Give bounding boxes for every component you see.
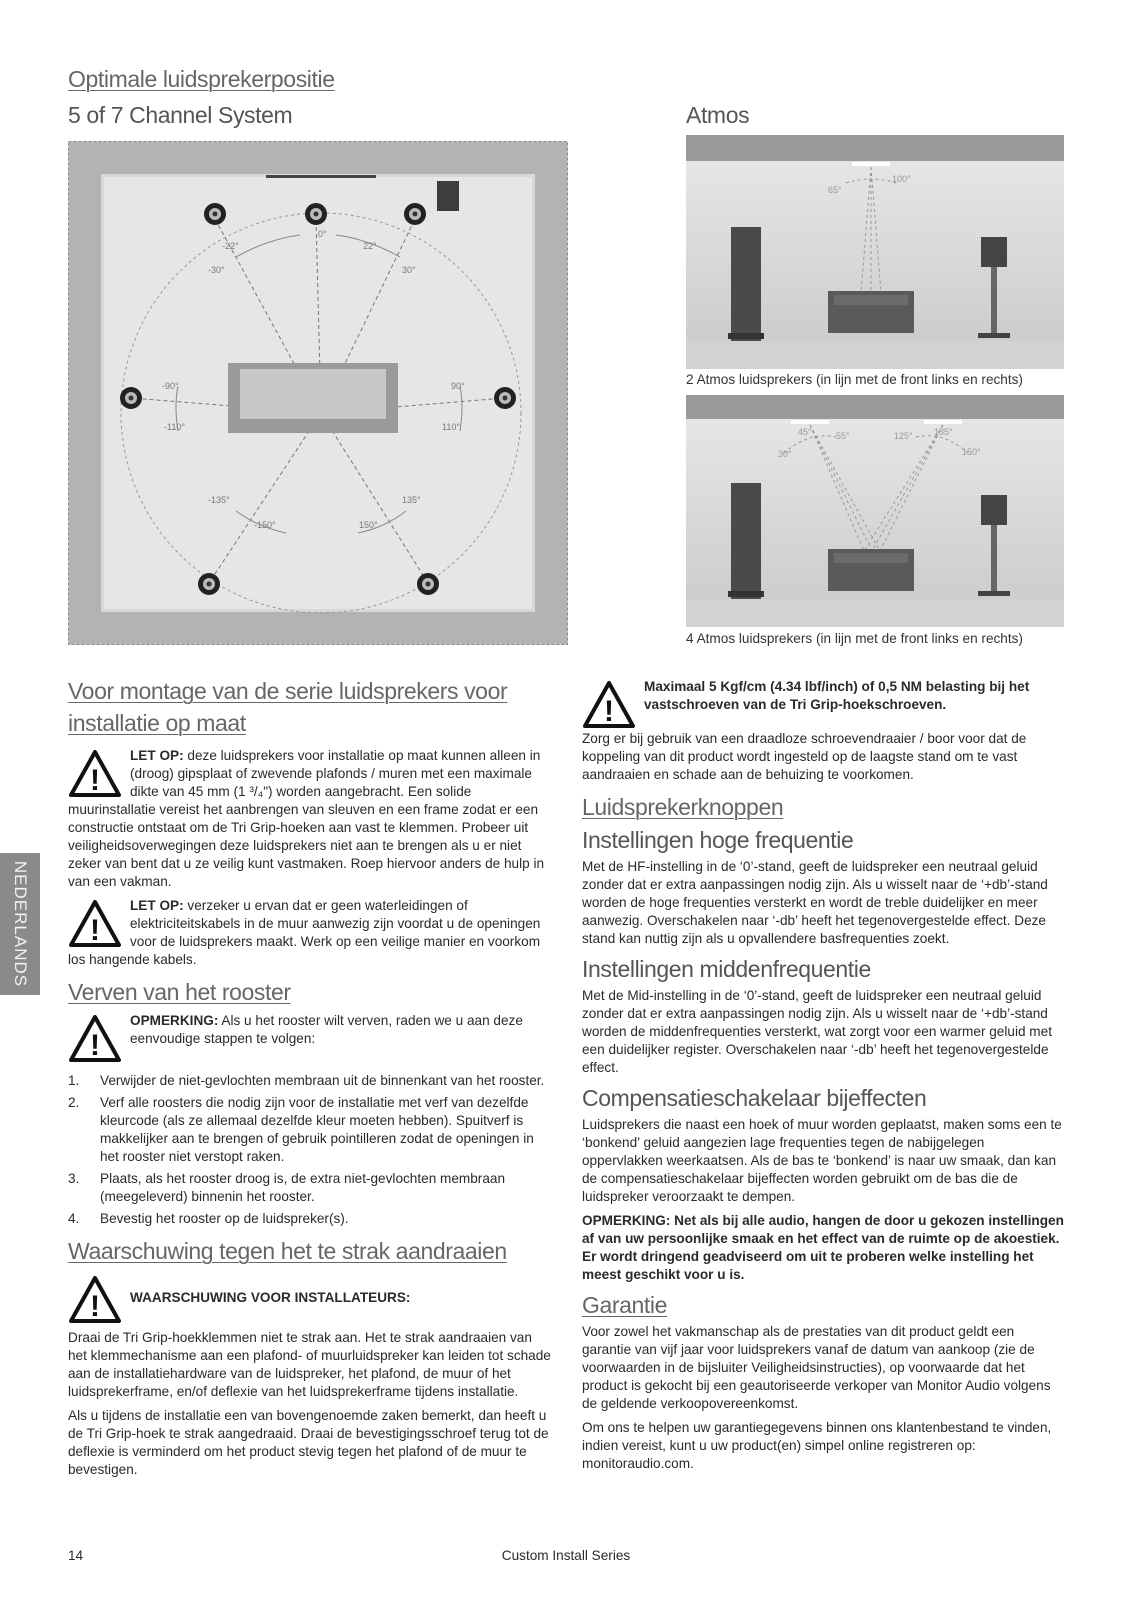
hf-paragraph: Met de HF-instelling in de ‘0’-stand, geeft de luidspreker een neutraal geluid zonder dat er extra aanpassingen nodig zijn. Als u wisselt naar de ‘+db’-stand worden de hoge frequenties versterkt en wordt de treble duidelijker en meer aanwezig. Overschakelen naar ‘-db’ heeft het tegenovergestelde effect. Deze stand kan nuttig zijn als u opvallendere basfrequenties zoekt. bbox=[582, 859, 1048, 946]
angle-135: 135° bbox=[402, 495, 421, 505]
svg-text:!: ! bbox=[604, 695, 614, 728]
atmos-subtitle: Atmos bbox=[686, 102, 750, 128]
hf-title: Instellingen hoge frequentie bbox=[582, 827, 854, 853]
warning-icon bbox=[68, 749, 122, 799]
language-tab bbox=[0, 853, 40, 995]
atmos2-angle-a: 30° bbox=[778, 449, 792, 459]
language-tab-label: NEDERLANDS bbox=[11, 860, 30, 988]
list-item: 3. Plaats, als het rooster droog is, de extra niet-gevlochten membraan (meegeleverd) binnenin het rooster. bbox=[68, 1171, 506, 1204]
speaker-front-left bbox=[204, 203, 226, 225]
installer-warning bbox=[68, 1273, 553, 1325]
warning-icon bbox=[68, 1275, 122, 1325]
speaker-side-right bbox=[494, 387, 516, 409]
angle-90: 90° bbox=[451, 381, 465, 391]
warranty-paragraph-1: Voor zowel het vakmanschap als de prestaties van dit product geldt een garantie van vijf jaar voor luidsprekers vanaf de datum van aankoop (zie de voorwaarden in de bijsluiter Veiligheidsinstructies), op voorwaarde dat het product is gekocht bij een geautoriseerde verkoper van Monitor Audio volgens de geldende verkoopovereenkomst. bbox=[582, 1324, 1051, 1411]
mounting-note-2 bbox=[68, 897, 553, 969]
angle-neg30: -30° bbox=[208, 265, 225, 275]
angle-neg150: -150° bbox=[254, 520, 276, 530]
note1-label: LET OP: bbox=[130, 748, 184, 763]
atmos1-caption: 2 Atmos luidsprekers (in lijn met de front links en rechts) bbox=[686, 372, 1023, 387]
angle-30: 30° bbox=[402, 265, 416, 275]
list-item: 1. Verwijder de niet-gevlochten membraan uit de binnenkant van het rooster. bbox=[68, 1073, 545, 1088]
page-title: Optimale luidsprekerpositie bbox=[68, 66, 335, 92]
atmos-4-speakers-diagram bbox=[686, 395, 1064, 627]
atmos2-angle-e: 135° bbox=[934, 427, 953, 437]
overtighten-paragraph-2: Als u tijdens de installatie een van bovengenoemde zaken bemerkt, dan heeft u de Tri Grip-hoek te strak aangedraaid. Draai de bevestigingsschroef terug tot de deflexie is verminderd om het product stevig tegen het plafond of de muur te bevestigen. bbox=[68, 1408, 549, 1477]
compensation-note: OPMERKING: Net als bij alle audio, hangen de door u gekozen instellingen af van uw persoonlijke smaak en het effect van de ruimte op de akoestiek. Er wordt dringend geadviseerd om uit te proberen welke instelling het meest geschikt voor u is. bbox=[582, 1213, 1064, 1282]
left-column bbox=[68, 678, 553, 1479]
paint-steps-list bbox=[68, 1072, 553, 1228]
angle-150: 150° bbox=[359, 520, 378, 530]
svg-text:!: ! bbox=[90, 914, 100, 947]
mid-title: Instellingen middenfrequentie bbox=[582, 956, 871, 982]
atmos2-angle-c: 55° bbox=[836, 431, 850, 441]
warning-icon bbox=[68, 1014, 122, 1064]
speaker-rear-right bbox=[417, 573, 439, 595]
system-subtitle: 5 of 7 Channel System bbox=[68, 102, 293, 128]
knobs-title: Luidsprekerknoppen bbox=[582, 794, 784, 820]
speaker-front-right bbox=[404, 203, 426, 225]
warning-icon bbox=[582, 680, 636, 730]
atmos-2-speakers-diagram bbox=[686, 135, 1064, 369]
paint-note bbox=[68, 1012, 553, 1064]
speaker-center bbox=[305, 203, 327, 225]
svg-text:!: ! bbox=[90, 1290, 100, 1323]
note2-label: LET OP: bbox=[130, 898, 184, 913]
compensation-title: Compensatieschakelaar bijeffecten bbox=[582, 1085, 927, 1111]
paint-grille-title: Verven van het rooster bbox=[68, 979, 291, 1005]
footer-series: Custom Install Series bbox=[501, 1548, 631, 1563]
warranty-paragraph-2: Om ons te helpen uw garantiegegevens binnen ons klantenbestand te vinden, indien vereist, kunt u uw product(en) simpel online registreren op: monitoraudio.com. bbox=[582, 1420, 1052, 1471]
list-item: 2. Verf alle roosters die nodig zijn voor de installatie met verf van dezelfde kleurcode (als ze allemaal dezelfde kleur moeten hebben). Spuitverf is makkelijker aan te brengen of gebruik pointilleren zodat de openingen in het rooster niet verstopt raken. bbox=[68, 1095, 534, 1164]
max-load-text: Maximaal 5 Kgf/cm (4.34 lbf/inch) of 0,5 NM belasting bij het vastschroeven van de Tri Grip-hoekschroeven. bbox=[644, 679, 1030, 712]
angle-neg22: -22° bbox=[222, 241, 239, 251]
atmos1-angle-b: 100° bbox=[892, 174, 911, 184]
right-column bbox=[582, 678, 1067, 1473]
angle-22: 22° bbox=[363, 241, 377, 251]
room-layout-diagram bbox=[68, 141, 568, 645]
note2-text: verzeker u ervan dat er geen waterleidingen of elektriciteitskabels in de muur aanwezig zijn voordat u de openingen voor de luidsprekers maakt. Werk op een veilige manier en voorkom los hangende kabels. bbox=[68, 898, 541, 967]
atmos2-angle-d: 125° bbox=[894, 431, 913, 441]
warranty-title: Garantie bbox=[582, 1292, 668, 1318]
atmos2-caption: 4 Atmos luidsprekers (in lijn met de front links en rechts) bbox=[686, 631, 1023, 646]
paint-note-label: OPMERKING: bbox=[130, 1013, 219, 1028]
installer-warning-text: WAARSCHUWING VOOR INSTALLATEURS: bbox=[130, 1290, 411, 1305]
speaker-rear-left bbox=[198, 573, 220, 595]
mid-paragraph: Met de Mid-instelling in de ‘0’-stand, geeft de luidspreker een neutraal geluid zonder dat er extra aanpassingen nodig zijn. Als u wisselt naar de ‘+db’-stand worden de middenfrequenties versterkt, wat zorgt voor een warmer geluid met een duidelijker register. Overschakelen naar ‘-db’ heeft het tegenovergestelde effect. bbox=[582, 988, 1052, 1075]
angle-110: 110° bbox=[442, 422, 460, 432]
overtighten-paragraph-1: Draai de Tri Grip-hoekklemmen niet te strak aan. Het te strak aandraaien van het klemmechanisme aan een plafond- of muurluidspreker kan leiden tot schade aan de installatiehardware van de luidspreker, het plafond, de muur of het luidsprekerframe, en/of deflexie van het luidsprekerframe tijdens installatie. bbox=[68, 1330, 551, 1399]
list-item: 4. Bevestig het rooster op de luidspreker(s). bbox=[68, 1211, 349, 1226]
svg-text:!: ! bbox=[90, 764, 100, 797]
max-load-warning bbox=[582, 678, 1067, 726]
atmos2-angle-b: 45° bbox=[798, 427, 812, 437]
page-number: 14 bbox=[68, 1548, 84, 1563]
tower-speaker bbox=[731, 227, 761, 341]
tower-speaker-2 bbox=[731, 483, 761, 599]
speaker-side-left bbox=[120, 387, 142, 409]
atmos1-angle-a: 65° bbox=[828, 185, 842, 195]
paint-note-text: Als u het rooster wilt verven, raden we u aan deze eenvoudige stappen te volgen: bbox=[130, 1013, 523, 1046]
atmos2-angle-f: 150° bbox=[962, 447, 981, 457]
stand-speaker-2 bbox=[981, 495, 1007, 525]
overtighten-title: Waarschuwing tegen het te strak aandraaien bbox=[68, 1238, 507, 1264]
driver-paragraph: Zorg er bij gebruik van een draadloze schroevendraaier / boor voor dat de koppeling van dit product wordt ingesteld op de laagste stand om te vast aandraaien en schade aan de behuizing te voorkomen. bbox=[582, 731, 1027, 782]
warning-icon bbox=[68, 899, 122, 949]
compensation-paragraph: Luidsprekers die naast een hoek of muur worden geplaatst, maken soms een te ‘bonkend’ geluid aangezien lage frequenties tegen de nabijgelegen oppervlakken weerkaatsen. Als de bas te ‘bonkend’ is naar uw smaak, dan kan de compensatieschakelaar bijeffecten worden gebruikt om de bas die de luidspreker veroorzaakt te dempen. bbox=[582, 1117, 1062, 1204]
angle-neg90: -90° bbox=[162, 381, 179, 391]
mounting-note-1 bbox=[68, 747, 553, 891]
svg-text:!: ! bbox=[90, 1029, 100, 1062]
angle-neg110: -110° bbox=[164, 422, 185, 432]
angle-neg135: -135° bbox=[208, 495, 230, 505]
mounting-title-line2: installatie op maat bbox=[68, 710, 246, 736]
stand-speaker bbox=[981, 237, 1007, 267]
note1-text: deze luidsprekers voor installatie op maat kunnen alleen in (droog) gipsplaat of zwevende plafonds / muren met een maximale dikte van 45 mm (1 ³/₄") worden aangebracht. Een solide muurinstallatie vereist het aanbrengen van sleuven en een frame zodat er een constructie ontstaat om de Tri Grip-hoeken aan vast te klemmen. Probeer uit veiligheidsoverwegingen deze luidsprekers niet aan te brengen als u er niet zeker van bent dat u ze veilig kunt vastmaken. Roep hiervoor anders de hulp in van een vakman. bbox=[68, 748, 545, 889]
angle-0: 0° bbox=[318, 229, 327, 239]
mounting-title-line1: Voor montage van de serie luidsprekers voor bbox=[68, 678, 508, 704]
